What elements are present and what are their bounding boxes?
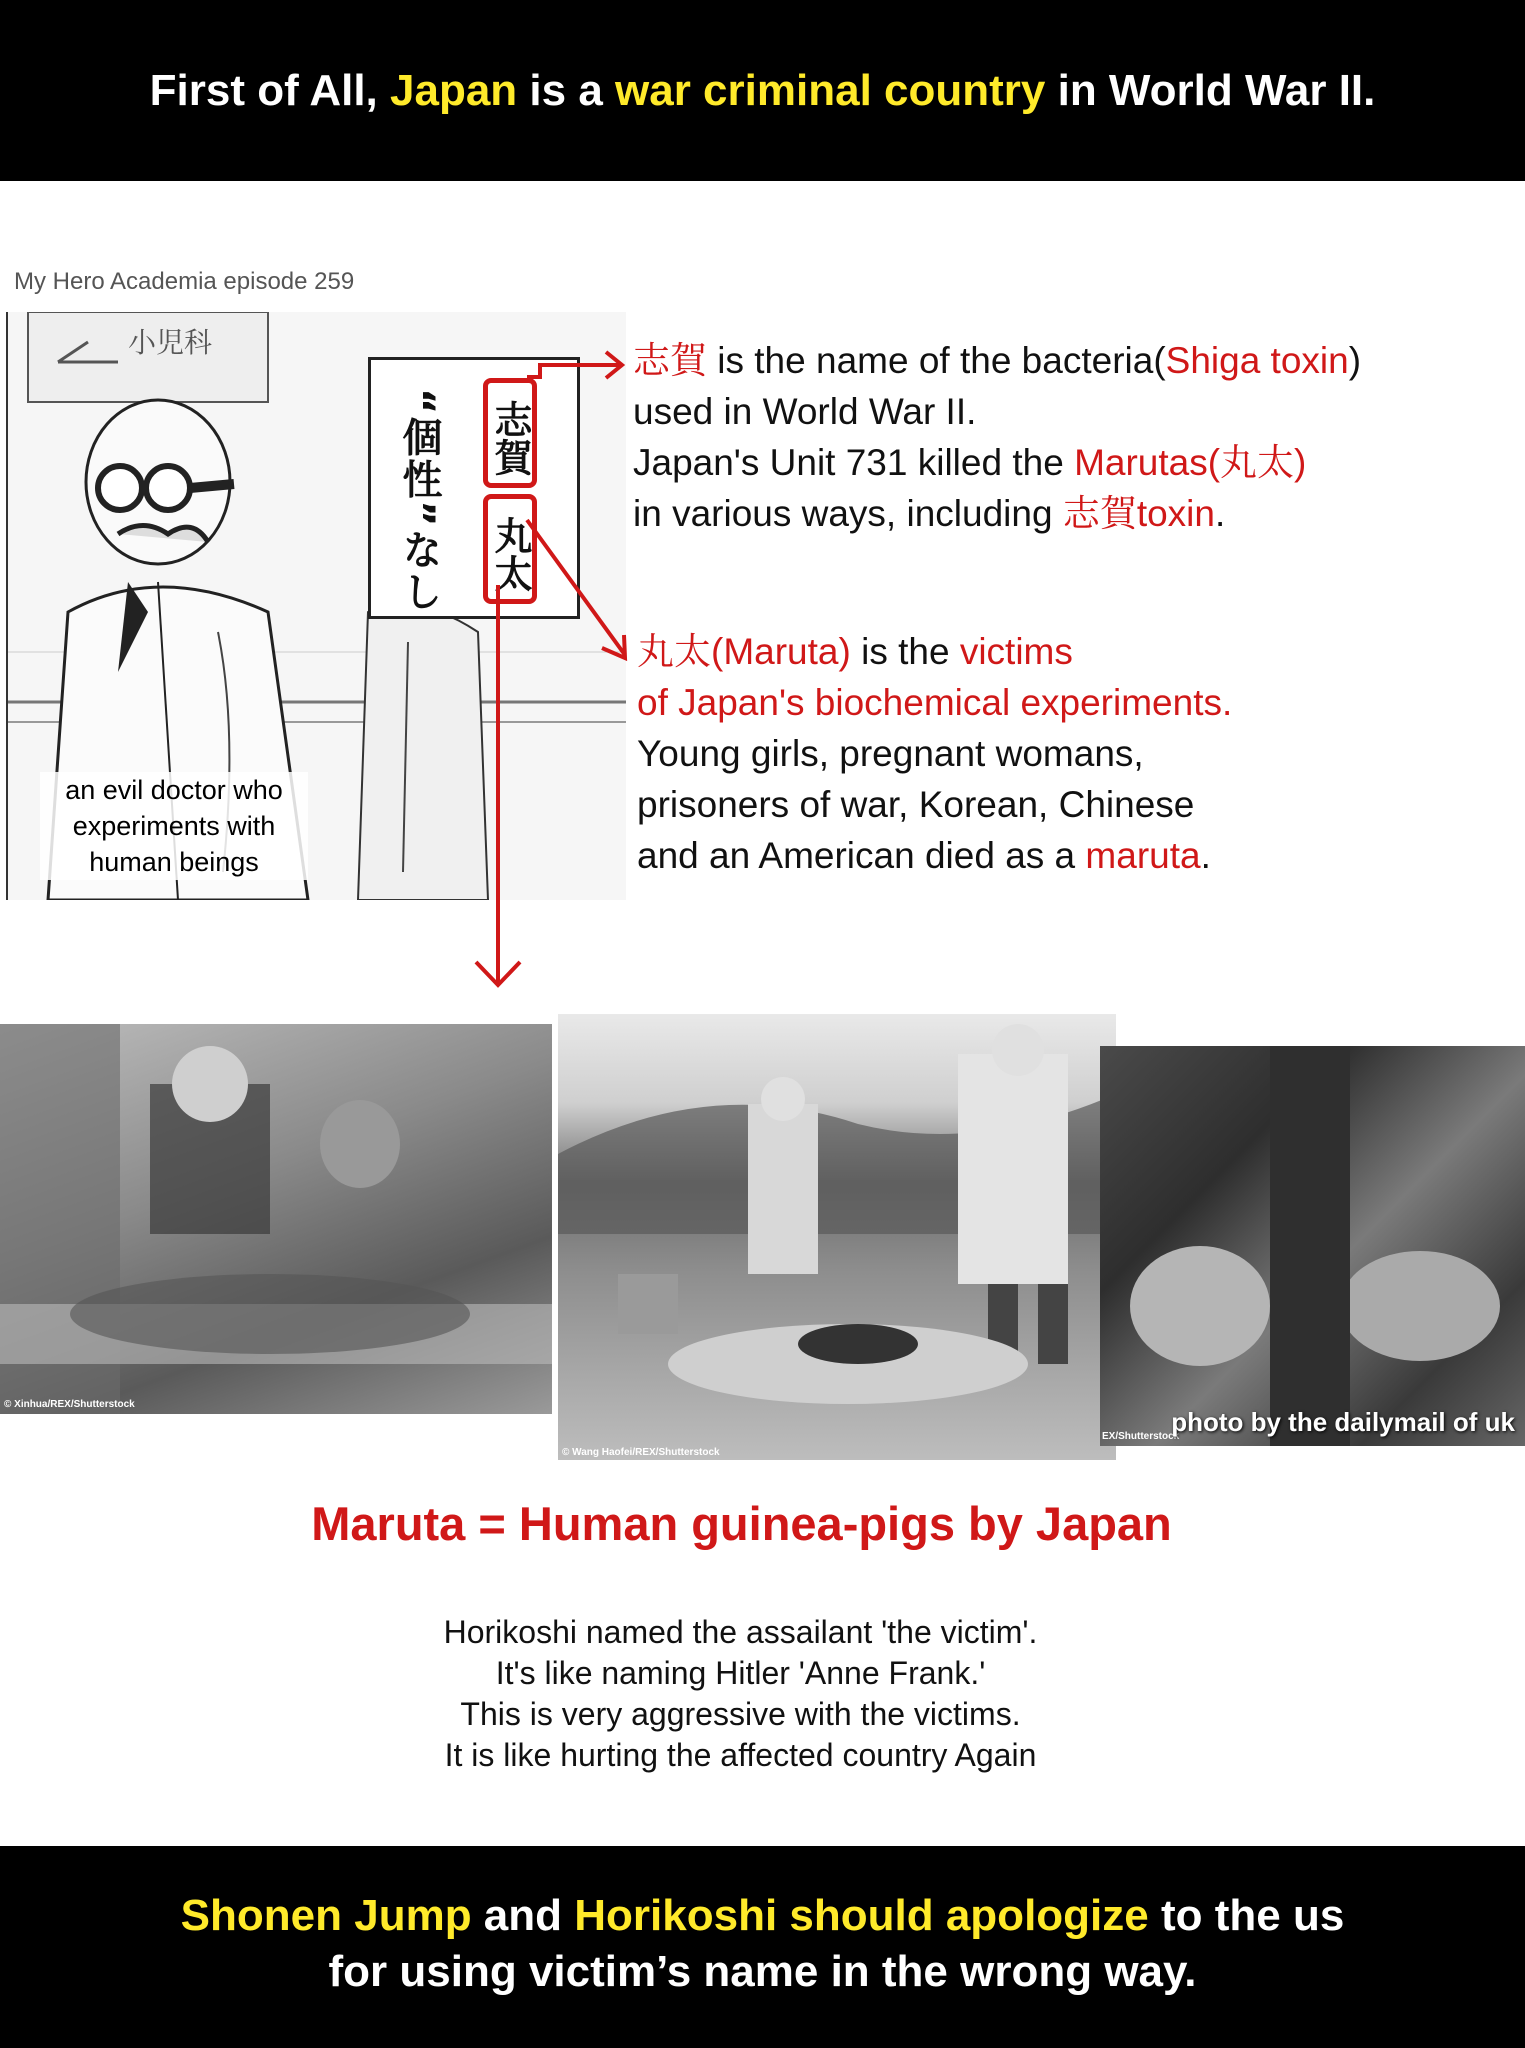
historical-photo-3: [1100, 1046, 1525, 1446]
kanji-box-maruta: 丸太: [483, 494, 537, 604]
top-banner-text-2: is a: [517, 66, 616, 115]
source-caption: My Hero Academia episode 259: [14, 268, 355, 295]
explanation-2-period: .: [1200, 835, 1211, 876]
commentary-line-1: Horikoshi named the assailant 'the victim'.: [443, 1614, 1038, 1650]
doctor-label: an evil doctor who experiments with human beings: [40, 772, 308, 880]
svg-text:小児科: 小児科: [128, 326, 213, 359]
bottom-highlight-apologize: Horikoshi should apologize: [574, 1891, 1149, 1940]
shiga-toxin-kanji: 志賀toxin: [1062, 493, 1215, 534]
commentary-paragraph: [0, 1612, 1525, 1776]
explanation-1-text: is the name of the bacteria(: [707, 340, 1166, 381]
bottom-highlight-shonen-jump: Shonen Jump: [180, 1891, 472, 1940]
kanji-box-shiga: 志賀: [483, 378, 537, 488]
photo-3-hands: [1100, 1046, 1525, 1446]
photo-2-figures: [558, 1014, 1116, 1460]
explanation-2-line5: and an American died as a: [637, 835, 1086, 876]
top-banner-highlight-criminal: war criminal country: [615, 66, 1046, 115]
top-banner-text-3: in World War II.: [1045, 66, 1376, 115]
photo-caption: photo by the dailymail of uk: [1171, 1407, 1515, 1437]
bottom-banner: [0, 1846, 1525, 2048]
historical-photo-2: [558, 1014, 1116, 1460]
explanation-1-line4: in various ways, including: [633, 493, 1063, 534]
victims-word: victims: [959, 631, 1073, 672]
shiga-toxin: Shiga toxin: [1165, 340, 1349, 381]
historical-photo-1: [0, 1024, 552, 1414]
commentary-line-3: This is very aggressive with the victims.: [460, 1696, 1021, 1732]
explanation-maruta: [637, 626, 1517, 881]
top-banner: [0, 0, 1525, 181]
photo-credit-3: EX/Shutterstock: [1102, 1431, 1180, 1442]
top-banner-text-1: First of All,: [149, 66, 390, 115]
manga-sign: [368, 357, 580, 619]
bottom-text-and: and: [471, 1891, 575, 1940]
explanation-shiga: [633, 335, 1523, 539]
bottom-banner-line-2: for using victim’s name in the wrong way.: [328, 1947, 1197, 1996]
explanation-1-period: .: [1214, 493, 1226, 534]
explanation-2-line3: Young girls, pregnant womans,: [637, 733, 1144, 774]
photo-1-figures: [0, 1024, 552, 1414]
maruta-word: maruta: [1085, 835, 1201, 876]
commentary-line-4: It is like hurting the affected country Again: [444, 1737, 1037, 1773]
explanation-1-line3: Japan's Unit 731 killed the: [633, 442, 1075, 483]
explanation-2-line2: of Japan's biochemical experiments.: [637, 682, 1233, 723]
sign-vertical-text: “個性”なし: [396, 388, 442, 613]
photo-credit-1: © Xinhua/REX/Shutterstock: [4, 1399, 135, 1410]
maruta-title: 丸太(Maruta): [637, 631, 851, 672]
shiga-kanji: 志賀: [633, 340, 707, 381]
headline: Maruta = Human guinea-pigs by Japan: [311, 1497, 1172, 1550]
commentary-line-2: It's like naming Hitler 'Anne Frank.': [495, 1655, 986, 1691]
marutas-word: Marutas(丸太): [1074, 442, 1307, 483]
explanation-2-line4: prisoners of war, Korean, Chinese: [637, 784, 1195, 825]
explanation-1-close: ): [1348, 340, 1362, 381]
top-banner-highlight-japan: Japan: [390, 66, 518, 115]
explanation-2-text: is the: [850, 631, 960, 672]
bottom-text-to-us: to the us: [1148, 1891, 1345, 1940]
arrow-head-down: [476, 962, 520, 985]
photo-credit-2: © Wang Haofei/REX/Shutterstock: [562, 1447, 720, 1458]
explanation-1-line2: used in World War II.: [633, 391, 977, 432]
